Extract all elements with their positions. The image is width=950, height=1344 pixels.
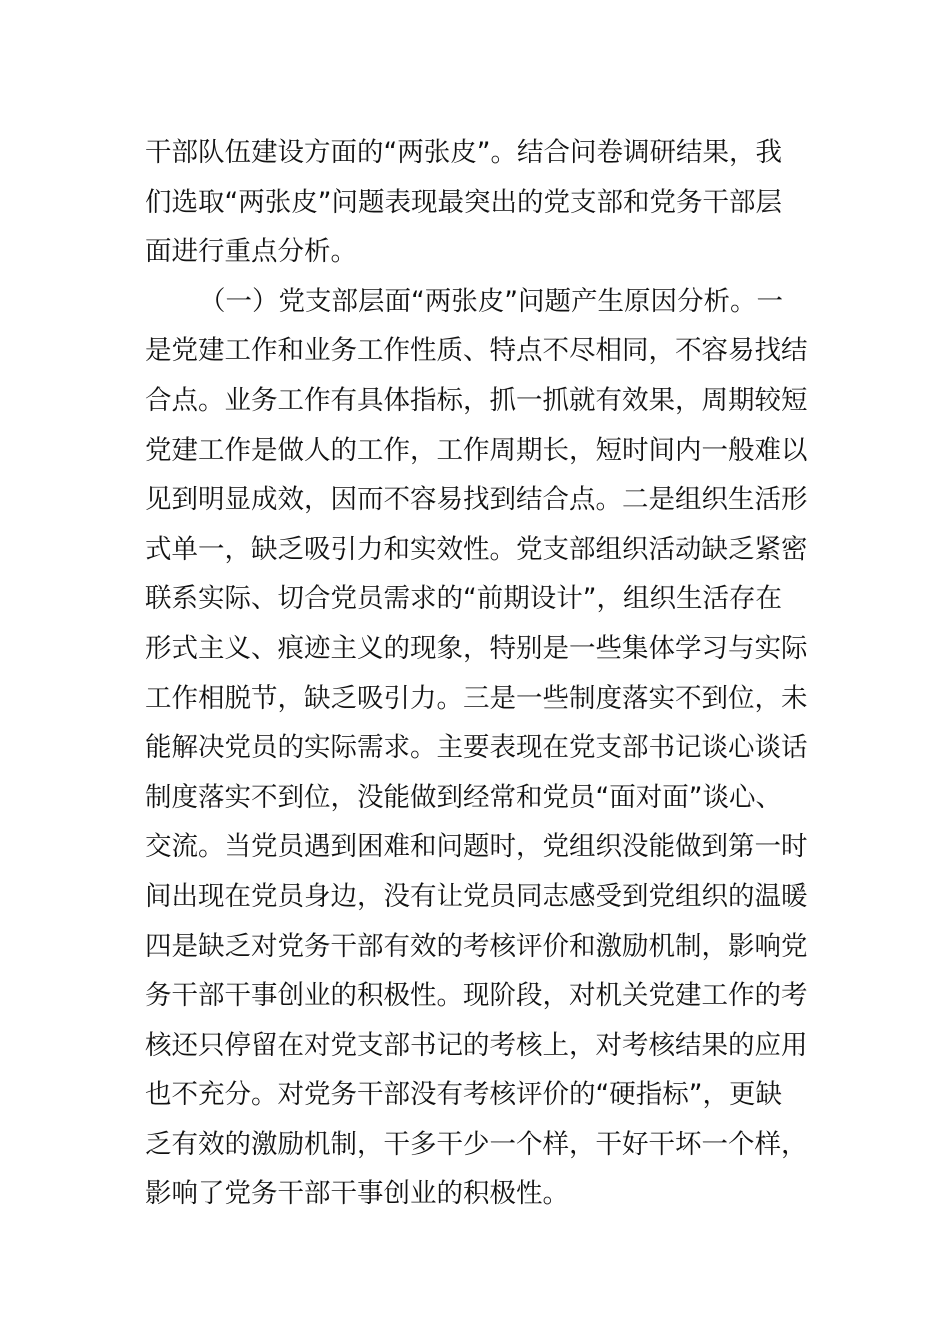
text-line: 是党建工作和业务工作性质、特点不尽相同，不容易找结 <box>145 335 808 367</box>
text-line: 务干部干事创业的积极性。现阶段，对机关党建工作的考 <box>145 980 808 1012</box>
text-line: 干部队伍建设方面的“两张皮”。结合问卷调研结果，我 <box>145 137 782 168</box>
text-line: 形式主义、痕迹主义的现象，特别是一些集体学习与实际 <box>145 632 808 664</box>
text-line: 乏有效的激励机制，干多干少一个样，干好干坏一个样， <box>145 1128 808 1160</box>
text-line: 核还只停留在对党支部书记的考核上，对考核结果的应用 <box>145 1029 808 1061</box>
text-line: 间出现在党员身边，没有让党员同志感受到党组织的温暖 <box>145 880 808 912</box>
text-line: 能解决党员的实际需求。主要表现在党支部书记谈心谈话 <box>145 732 808 764</box>
text-line: 们选取“两张皮”问题表现最突出的党支部和党务干部层 <box>145 186 782 218</box>
text-line: 影响了党务干部干事创业的积极性。 <box>145 1178 569 1210</box>
text-line: 联系实际、切合党员需求的“前期设计”，组织生活存在 <box>145 583 782 615</box>
text-line: 制度落实不到位，没能做到经常和党员“面对面”谈心、 <box>145 781 782 813</box>
text-line: 合点。业务工作有具体指标，抓一抓就有效果，周期较短 <box>145 384 808 416</box>
text-line: 工作相脱节，缺乏吸引力。三是一些制度落实不到位，未 <box>145 682 808 714</box>
text-line: 也不充分。对党务干部没有考核评价的“硬指标”，更缺 <box>145 1079 782 1111</box>
text-line: 面进行重点分析。 <box>145 236 357 268</box>
body-text <box>145 128 825 1219</box>
paragraph-heading-line: （一）党支部层面“两张皮”问题产生原因分析。一 <box>199 285 783 317</box>
text-line: 党建工作是做人的工作，工作周期长，短时间内一般难以 <box>145 434 808 466</box>
text-line: 交流。当党员遇到困难和问题时，党组织没能做到第一时 <box>145 831 808 863</box>
text-line: 四是缺乏对党务干部有效的考核评价和激励机制，影响党 <box>145 930 808 962</box>
text-line: 见到明显成效，因而不容易找到结合点。二是组织生活形 <box>145 484 808 516</box>
text-line: 式单一，缺乏吸引力和实效性。党支部组织活动缺乏紧密 <box>145 533 808 565</box>
